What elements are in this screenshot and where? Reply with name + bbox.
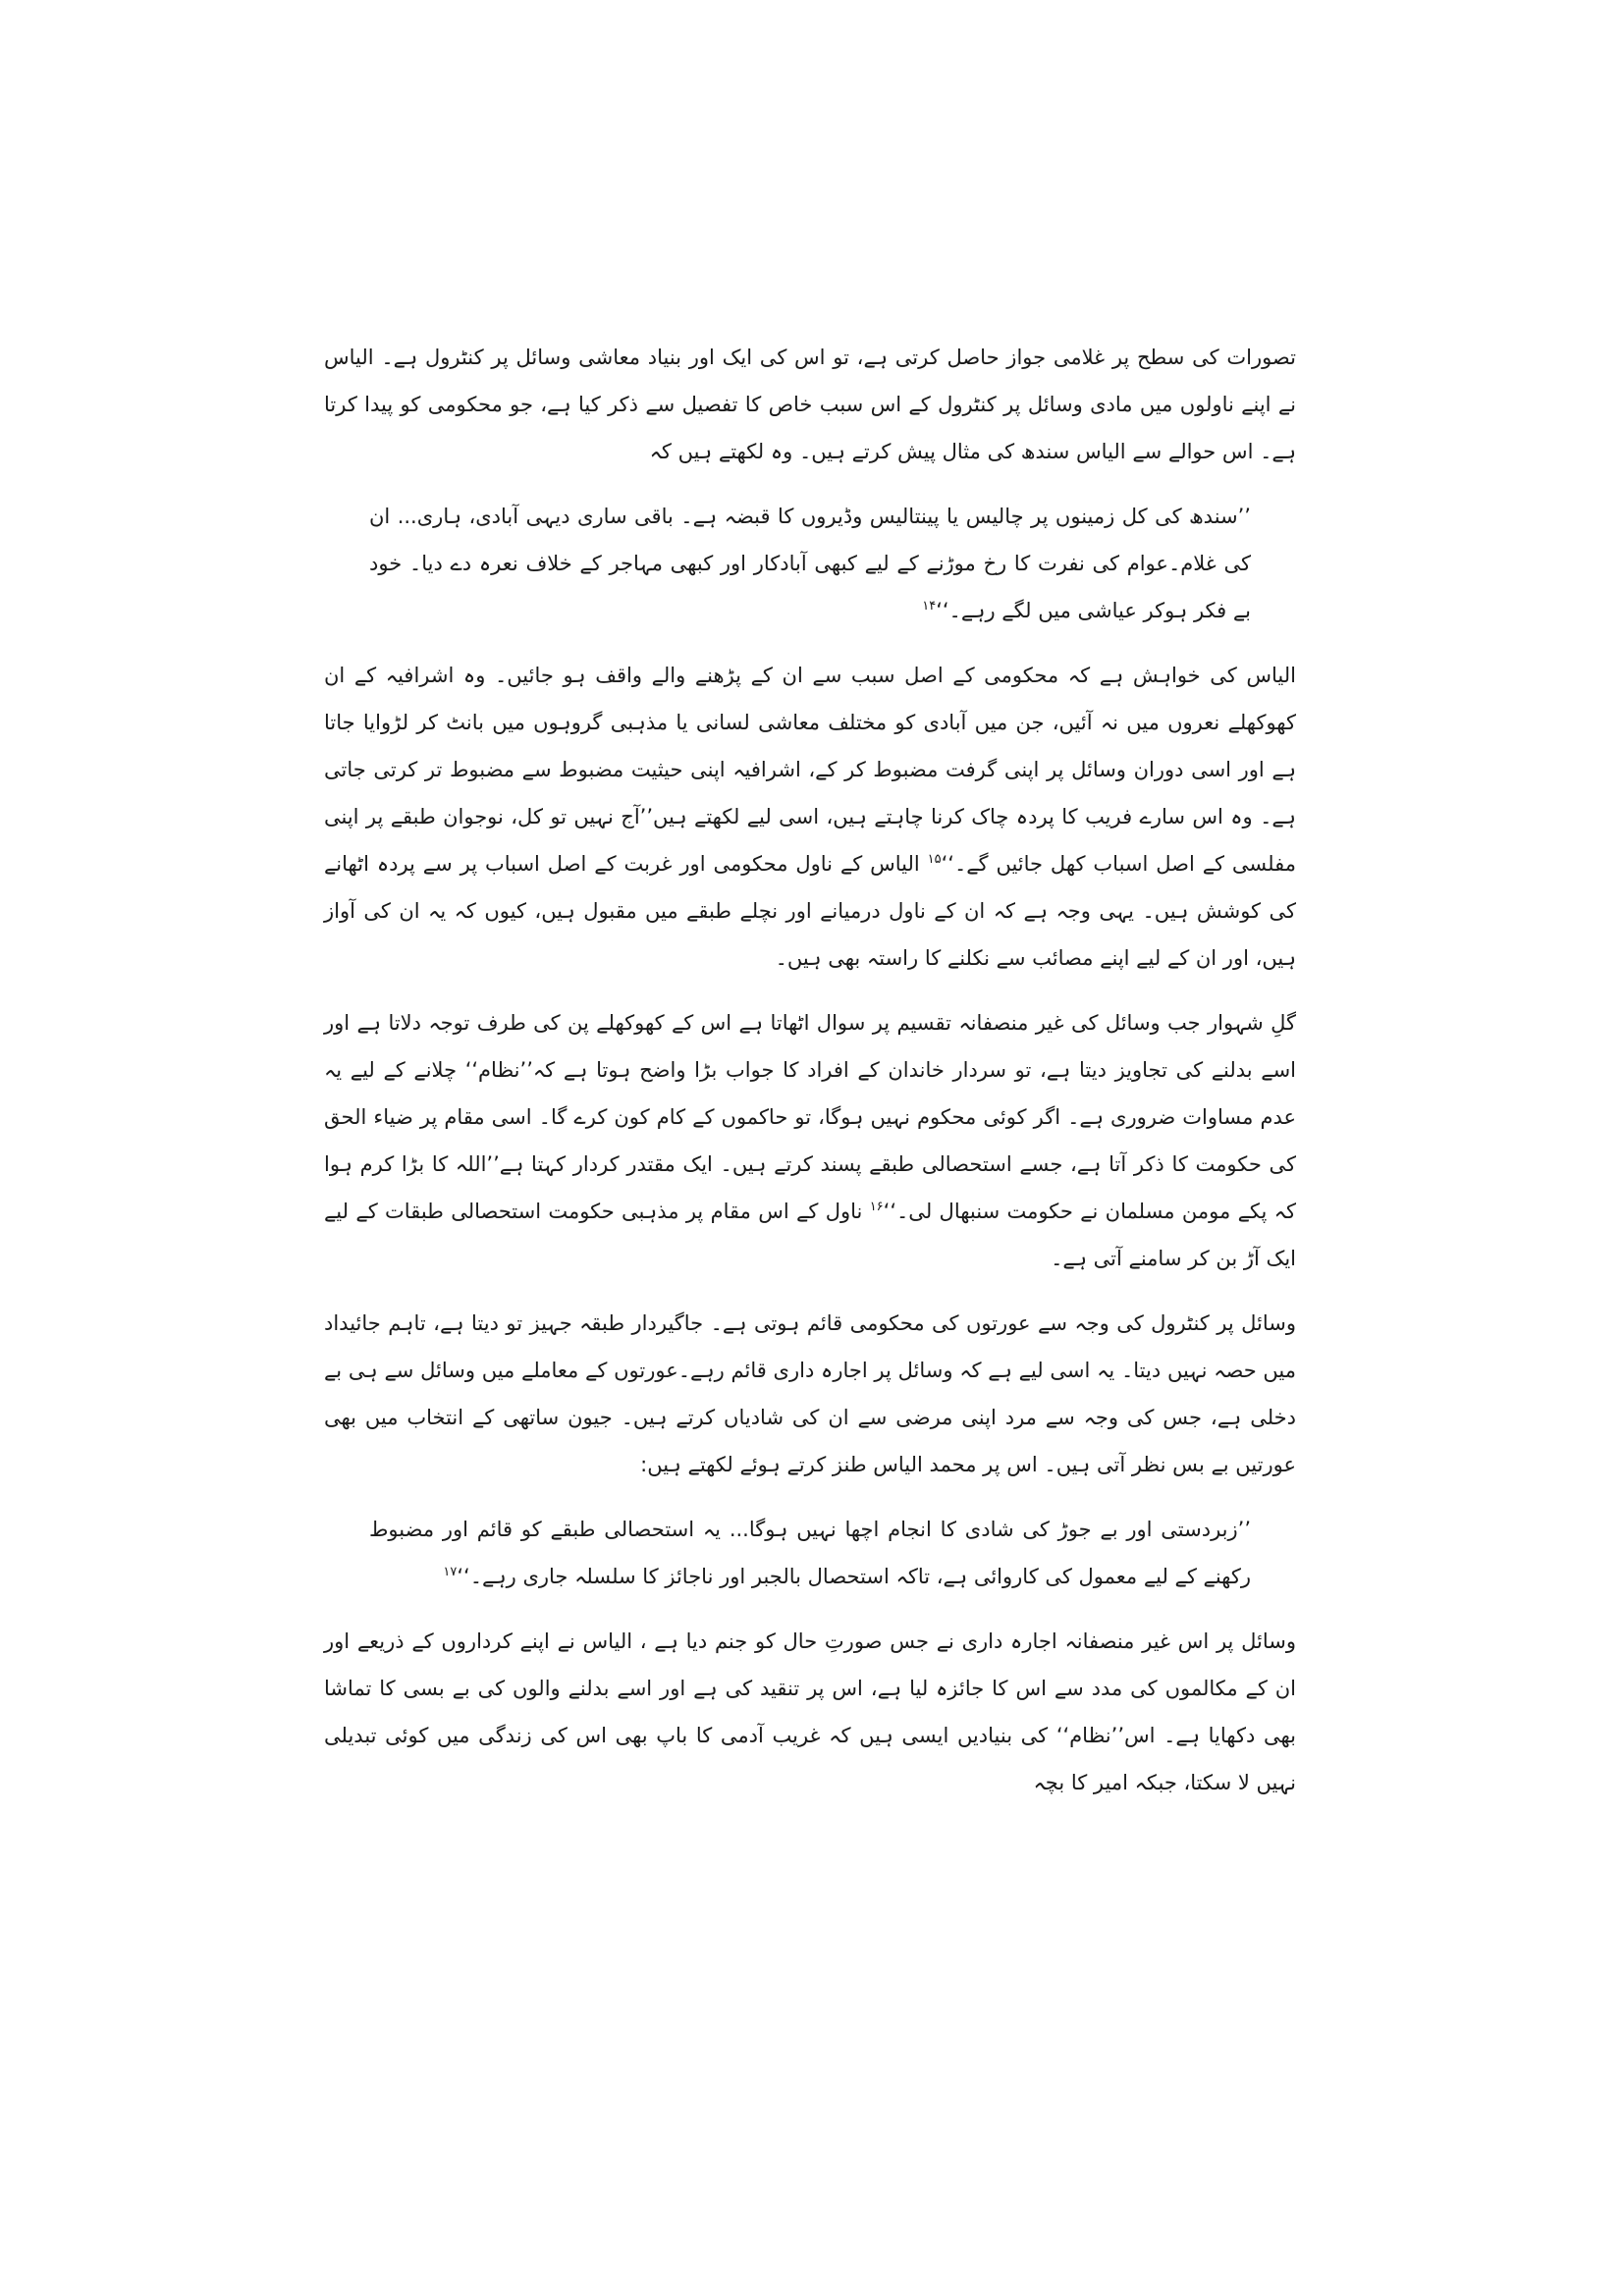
footnote-marker-15: ۱۵	[927, 852, 942, 867]
block-quote-1	[369, 493, 1251, 634]
paragraph-text-continued: ناول کے اس مقام پر مذہبی حکومت استحصالی طبقات کے لیے ایک آڑ بن کر سامنے آتی ہے۔	[324, 1200, 1296, 1270]
footnote-marker-17: ۱۷	[443, 1565, 458, 1579]
quote-text: ’’زبردستی اور بے جوڑ کی شادی کا انجام اچھا نہیں ہوگا... یہ استحصالی طبقے کو قائم اور مضبوط رکھنے کے لیے معمول کی کاروائی ہے، تاکہ استحصال بالجبر اور ناجائز کا سلسلہ جاری رہے۔‘‘	[369, 1518, 1251, 1588]
footnote-marker-14: ۱۴	[922, 599, 937, 614]
paragraph-text: وسائل پر اس غیر منصفانہ اجارہ داری نے جس صورتِ حال کو جنم دیا ہے ، الیاس نے اپنے کرداروں کے ذریعے اور ان کے مکالموں کی مدد سے اس کا جائزہ لیا ہے، اس پر تنقید کی ہے اور اسے بدلنے والوں کی بے بسی کا تماشا بھی دکھایا ہے۔ اس’’نظام‘‘ کی بنیادیں ایسی ہیں کہ غریب آدمی کا باپ بھی اس کی زندگی میں کوئی تبدیلی نہیں لا سکتا، جبکہ امیر کا بچہ	[324, 1629, 1296, 1794]
body-text	[324, 334, 1296, 1824]
paragraph-4	[324, 1300, 1296, 1488]
quote-text: ’’سندھ کی کل زمینوں پر چالیس یا پینتالیس وڈیروں کا قبضہ ہے۔ باقی ساری دیہی آبادی، ہاری... ان کی غلام۔عوام کی نفرت کا رخ موڑنے کے لیے کبھی آبادکار اور کبھی مہاجر کے خلاف نعرہ دے دیا۔ خود بے فکر ہوکر عیاشی میں لگے رہے۔‘‘	[369, 505, 1251, 622]
footnote-marker-16: ۱۶	[869, 1200, 884, 1214]
paragraph-3	[324, 999, 1296, 1282]
paragraph-text: وسائل پر کنٹرول کی وجہ سے عورتوں کی محکومی قائم ہوتی ہے۔ جاگیردار طبقہ جہیز تو دیتا ہے، تاہم جائیداد میں حصہ نہیں دیتا۔ یہ اسی لیے ہے کہ وسائل پر اجارہ داری قائم رہے۔عورتوں کے معاملے میں وسائل سے ہی بے دخلی ہے، جس کی وجہ سے مرد اپنی مرضی سے ان کی شادیاں کرتے ہیں۔ جیون ساتھی کے انتخاب میں بھی عورتیں بے بس نظر آتی ہیں۔ اس پر محمد الیاس طنز کرتے ہوئے لکھتے ہیں:	[324, 1311, 1296, 1476]
paragraph-text: گلِ شہوار جب وسائل کی غیر منصفانہ تقسیم پر سوال اٹھاتا ہے اس کے کھوکھلے پن کی طرف توجہ دلاتا ہے اور اسے بدلنے کی تجاویز دیتا ہے، تو سردار خاندان کے افراد کا جواب بڑا واضح ہوتا ہے کہ’’نظام‘‘ چلانے کے لیے یہ عدم مساوات ضروری ہے۔ اگر کوئی محکوم نہیں ہوگا، تو حاکموں کے کام کون کرے گا۔ اسی مقام پر ضیاء الحق کی حکومت کا ذکر آتا ہے، جسے استحصالی طبقے پسند کرتے ہیں۔ ایک مقتدر کردار کہتا ہے’’اللہ کا بڑا کرم ہوا کہ پکے مومن مسلمان نے حکومت سنبھال لی۔‘‘	[324, 1011, 1296, 1223]
paragraph-text: الیاس کی خواہش ہے کہ محکومی کے اصل سبب سے ان کے پڑھنے والے واقف ہو جائیں۔ وہ اشرافیہ کے ان کھوکھلے نعروں میں نہ آئیں، جن میں آبادی کو مختلف معاشی لسانی یا مذہبی گروہوں میں بانٹ کر لڑوایا جاتا ہے اور اسی دوران وسائل پر اپنی گرفت مضبوط کر کے، اشرافیہ اپنی حیثیت مضبوط سے مضبوط تر کرتی جاتی ہے۔ وہ اس سارے فریب کا پردہ چاک کرنا چاہتے ہیں، اسی لیے لکھتے ہیں’’آج نہیں تو کل، نوجوان طبقے پر اپنی مفلسی کے اصل اسباب کھل جائیں گے۔‘‘	[324, 664, 1296, 876]
paragraph-5	[324, 1618, 1296, 1806]
paragraph-1	[324, 334, 1296, 475]
paragraph-text-continued: الیاس کے ناول محکومی اور غربت کے اصل اسباب پر سے پردہ اٹھانے کی کوشش ہیں۔ یہی وجہ ہے کہ ان کے ناول درمیانے اور نچلے طبقے میں مقبول ہیں، کیوں کہ یہ ان کی آواز ہیں، اور ان کے لیے اپنے مصائب سے نکلنے کا راستہ بھی ہیں۔	[324, 852, 1296, 970]
block-quote-2	[369, 1506, 1251, 1600]
paragraph-text: تصورات کی سطح پر غلامی جواز حاصل کرتی ہے، تو اس کی ایک اور بنیاد معاشی وسائل پر کنٹرول ہے۔ الیاس نے اپنے ناولوں میں مادی وسائل پر کنٹرول کے اس سبب خاص کا تفصیل سے ذکر کیا ہے، جو محکومی کو پیدا کرتا ہے۔ اس حوالے سے الیاس سندھ کی مثال پیش کرتے ہیں۔ وہ لکھتے ہیں کہ	[324, 346, 1296, 463]
paragraph-2	[324, 652, 1296, 982]
